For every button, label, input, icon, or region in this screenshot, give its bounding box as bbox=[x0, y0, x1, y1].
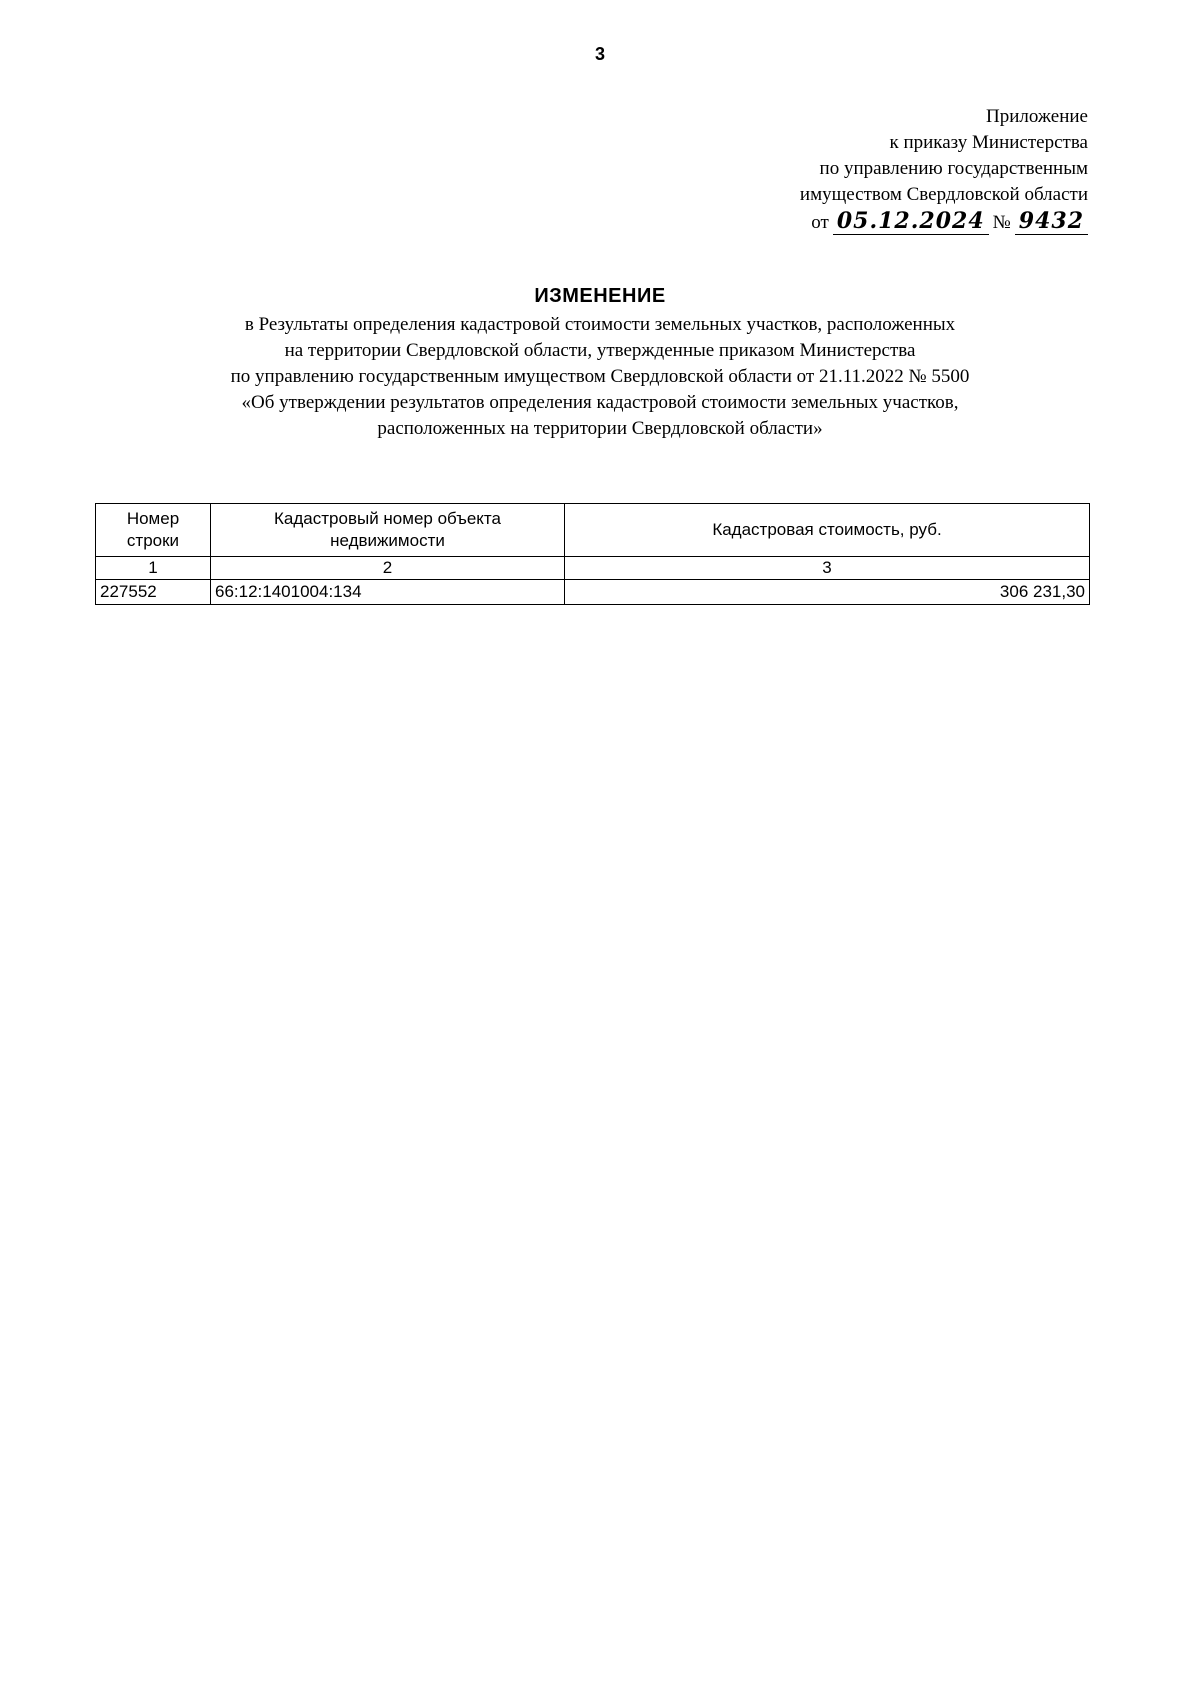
subtitle-line: по управлению государственным имуществом Свердловской области от 21.11.2022 № 5500 bbox=[230, 366, 970, 387]
date-prefix: от bbox=[811, 212, 829, 233]
column-number: 2 bbox=[211, 557, 565, 580]
subtitle-line: расположенных на территории Свердловской области» bbox=[377, 418, 823, 439]
subtitle-line: в Результаты определения кадастровой стоимости земельных участков, расположенных bbox=[244, 314, 956, 335]
appendix-line: имуществом Свердловской области bbox=[799, 184, 1088, 205]
document-heading: ИЗМЕНЕНИЕ bbox=[534, 285, 666, 307]
column-numbers-row bbox=[96, 557, 1090, 580]
handwritten-number: 9432 bbox=[1015, 208, 1088, 235]
appendix-line: к приказу Министерства bbox=[889, 132, 1088, 153]
column-number: 1 bbox=[96, 557, 211, 580]
order-date-number-line bbox=[608, 208, 1088, 236]
appendix-line: по управлению государственным bbox=[819, 158, 1088, 179]
column-number: 3 bbox=[565, 557, 1090, 580]
title-block bbox=[100, 285, 1100, 442]
header-cadastral-value: Кадастровая стоимость, руб. bbox=[565, 504, 1090, 557]
appendix-line: Приложение bbox=[986, 106, 1088, 127]
cadastral-table bbox=[95, 503, 1090, 605]
table-header-row bbox=[96, 504, 1090, 557]
cadastral-number-cell: 66:12:1401004:134 bbox=[211, 580, 565, 605]
handwritten-date: 05.12.2024 bbox=[833, 208, 989, 235]
appendix-block bbox=[608, 104, 1088, 236]
row-number-cell: 227552 bbox=[96, 580, 211, 605]
subtitle-line: «Об утверждении результатов определения кадастровой стоимости земельных участков, bbox=[241, 392, 959, 413]
subtitle-line: на территории Свердловской области, утвержденные приказом Министерства bbox=[284, 340, 916, 361]
number-prefix: № bbox=[992, 212, 1011, 233]
table-row bbox=[96, 580, 1090, 605]
page-number: 3 bbox=[594, 44, 605, 64]
header-cadastral-number: Кадастровый номер объекта недвижимости bbox=[211, 504, 565, 557]
cadastral-value-cell: 306 231,30 bbox=[565, 580, 1090, 605]
header-row-number: Номер строки bbox=[96, 504, 211, 557]
